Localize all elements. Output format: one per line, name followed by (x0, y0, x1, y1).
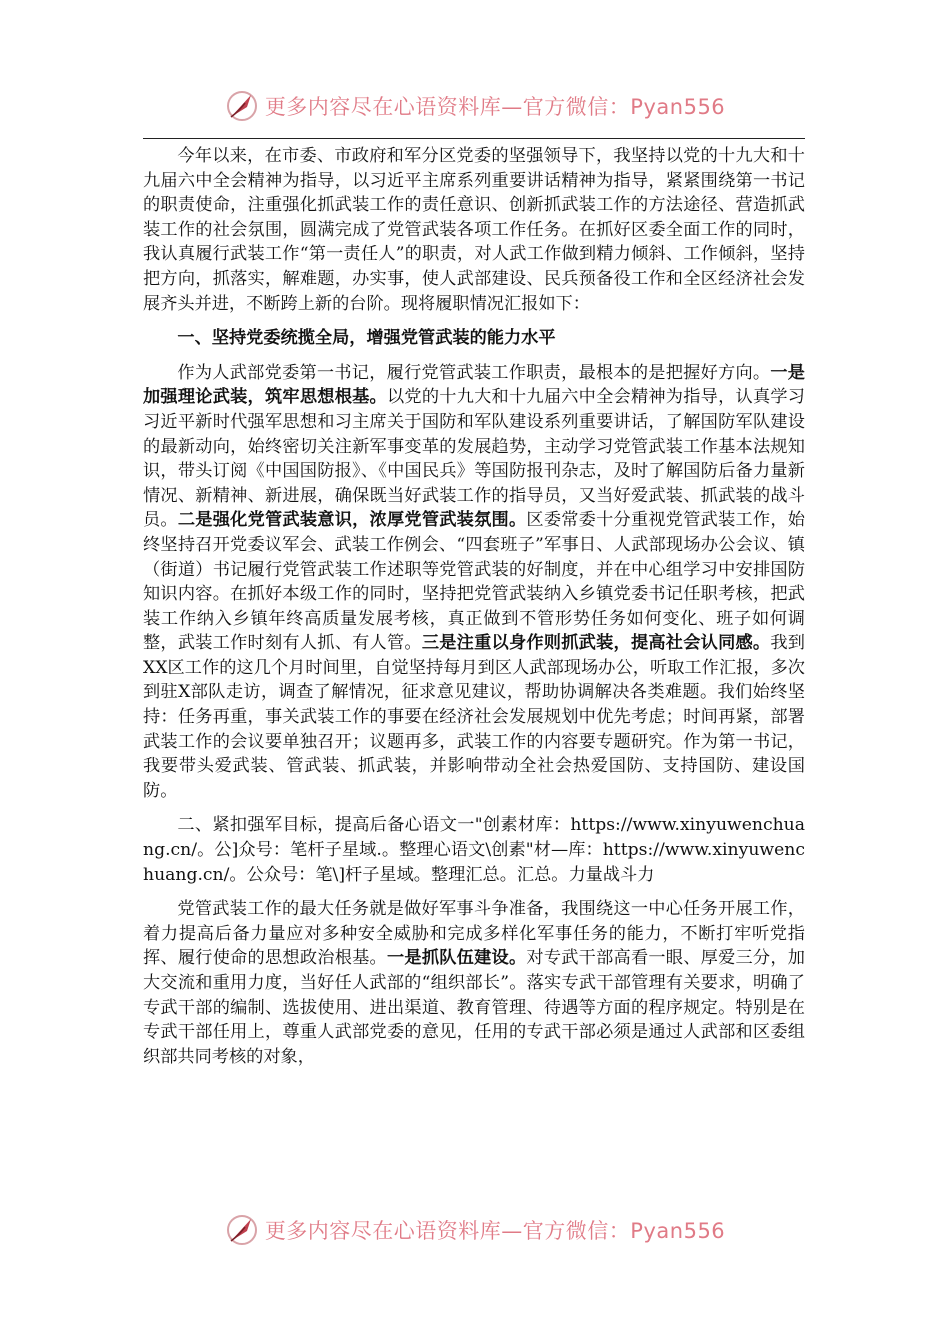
banner-text: 更多内容尽在心语资料库—官方微信：Pyan556 (264, 95, 726, 119)
section-1-paragraph (143, 361, 805, 804)
section-2-heading: 二、紧扣强军目标，提高后备心语文一"创素材库：https://www.xinyuwenchuang.cn/。公]众号：笔杆子星域.。整理心语文\创素"材—库：https://www.xinyuwenchuang.cn/。公众号：笔\]杆子星域。整理汇总。汇总。力量战斗力 (143, 815, 805, 885)
banner-text: 更多内容尽在心语资料库—官方微信：Pyan556 (264, 1219, 726, 1243)
quill-logo-icon (225, 1213, 259, 1247)
s2-text-a: 党管武装工作的最大任务就是做好军事斗争准备，我围绕这一中心任务开展工作，着力提高后备力量应对多种安全威胁和完成多样化军事任务的能力，不断打牢听党指挥、履行使命的思想政治根基。 (143, 899, 805, 969)
s1-text-e: 区委常委十分重视党管武装工作，始终坚持召开党委议军会、武装工作例会、“四套班子”军事日、人武部现场办公会议、镇（街道）书记履行党管武装工作述职等党管武装的好制度，并在中心组学习中安排国防知识内容。在抓好本级工作的同时，坚持把党管武装纳入乡镇党委书记任职考核，把武装工作纳入乡镇年终高质量发展考核，真正做到不管形势任务如何变化、班子如何调整，武装工作时刻有人抓、有人管。 (143, 510, 805, 654)
s1-bold-b: 一是加强理论武装，筑牢思想根基。 (143, 362, 805, 408)
header-divider (143, 138, 805, 139)
s1-bold-f: 三是注重以身作则抓武装，提高社会认同感。 (421, 633, 771, 654)
s1-text-g: 我到XX区工作的这几个月时间里，自觉坚持每月到区人武部现场办公，听取工作汇报，多次到驻X部队走访，调查了解情况，征求意见建议，帮助协调解决各类难题。我们始终坚持：任务再重，事关武装工作的事要在经济社会发展规划中优先考虑；时间再紧，部署武装工作的会议要单独召开；议题再多，武装工作的内容要专题研究。作为第一书记，我要带头爱武装、管武装、抓武装，并影响带动全社会热爱国防、支持国防、建设国防。 (143, 633, 805, 801)
s2-text-c: 对专武干部高看一眼、厚爱三分，加大交流和重用力度，当好任人武部的“组织部长”。落实专武干部管理有关要求，明确了专武干部的编制、选拔使用、进出渠道、教育管理、待遇等方面的程序规定。特别是在专武干部任用上，尊重人武部党委的意见，任用的专武干部必须是通过人武部和区委组织部共同考核的对象， (143, 948, 805, 1067)
s1-text-a: 作为人武部党委第一书记，履行党管武装工作职责，最根本的是把握好方向。 (177, 362, 771, 383)
s1-bold-d: 二是强化党管武装意识，浓厚党管武装氛围。 (177, 510, 527, 531)
quill-logo-icon (225, 89, 259, 123)
header-banner (0, 84, 950, 128)
document-body (143, 144, 805, 1204)
section-2-paragraph (143, 897, 805, 1069)
section-1-heading: 一、坚持党委统揽全局，增强党管武装的能力水平 (177, 328, 556, 349)
s2-bold-b: 一是抓队伍建设。 (386, 948, 527, 969)
intro-paragraph: 今年以来，在市委、市政府和军分区党委的坚强领导下，我坚持以党的十九大和十九届六中全会精神为指导，以习近平主席系列重要讲话精神为指导，紧紧围绕第一书记的职责使命，注重强化抓武装工作的责任意识、创新抓武装工作的方法途径、营造抓武装工作的社会氛围，圆满完成了党管武装各项工作任务。在抓好区委全面工作的同时，我认真履行武装工作“第一责任人”的职责，对人武工作做到精力倾斜、工作倾斜，坚持把方向，抓落实，解难题，办实事，使人武部建设、民兵预备役工作和全区经济社会发展齐头并进，不断跨上新的台阶。现将履职情况汇报如下： (143, 146, 805, 314)
s1-text-c: 以党的十九大和十九届六中全会精神为指导，认真学习习近平新时代强军思想和习主席关于国防和军队建设系列重要讲话，了解国防军队建设的最新动向，始终密切关注新军事变革的发展趋势，主动学习党管武装工作基本法规知识，带头订阅《中国国防报》、《中国民兵》等国防报刊杂志，及时了解国防后备力量新情况、新精神、新进展，确保既当好武装工作的指导员，又当好爱武装、抓武装的战斗员。 (143, 387, 805, 531)
footer-banner (0, 1208, 950, 1252)
